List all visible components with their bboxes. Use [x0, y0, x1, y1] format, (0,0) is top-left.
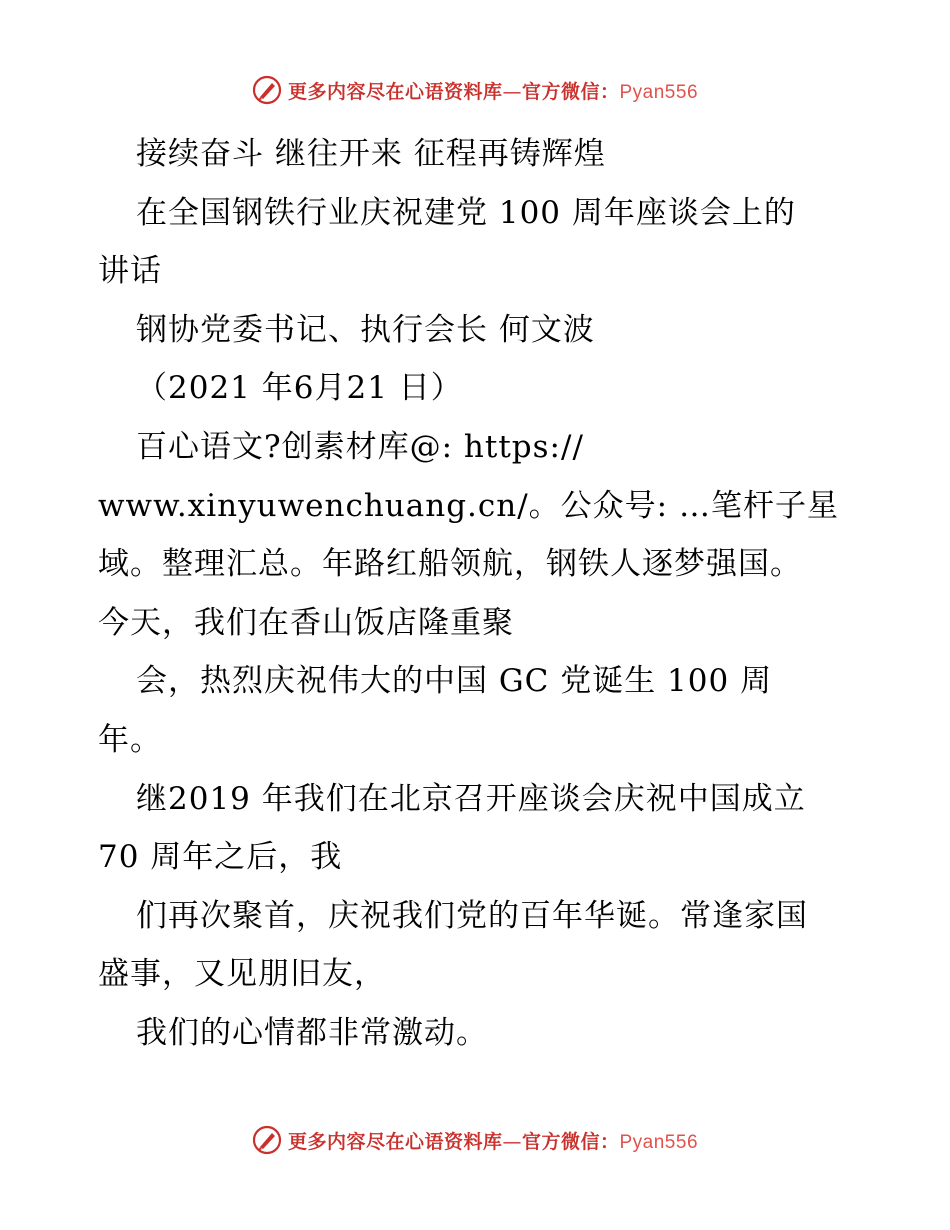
- doc-date: （2021 年6月21 日）: [136, 370, 463, 407]
- quill-logo-icon: [252, 75, 282, 105]
- doc-author: 钢协党委书记、执行会长 何文波: [136, 311, 595, 348]
- header-banner: [0, 70, 950, 110]
- footer-banner-wechat-label: 官方微信：: [521, 1130, 620, 1153]
- footer-banner-dash: —: [502, 1130, 522, 1153]
- doc-subtitle-line2: 讲话: [98, 253, 162, 290]
- header-banner-main: 更多内容尽在心语资料库: [287, 80, 503, 103]
- paragraph-line: www.xinyuwenchuang.cn/。公众号: …笔杆子星: [98, 487, 839, 524]
- doc-title: 接续奋斗 继往开来 征程再铸辉煌: [136, 136, 606, 172]
- paragraph-line: 今天，我们在香山饭店隆重聚: [98, 604, 514, 641]
- paragraph-line: 百心语文?创素材库@: https://: [136, 428, 584, 465]
- footer-banner-wechat-id: Pyan556: [619, 1131, 699, 1153]
- header-banner-dash: —: [502, 80, 522, 103]
- paragraph-line: 年。: [98, 721, 162, 758]
- header-banner-wechat-id: Pyan556: [619, 81, 699, 103]
- paragraph-line: 们再次聚首，庆祝我们党的百年华诞。常逢家国: [136, 897, 808, 934]
- footer-banner-text: [288, 1127, 698, 1154]
- footer-banner: [0, 1120, 950, 1160]
- quill-logo-icon: [252, 1125, 282, 1155]
- paragraph-line: 盛事，又见朋旧友，: [98, 956, 386, 993]
- doc-subtitle-line1: 在全国钢铁行业庆祝建党 100 周年座谈会上的: [136, 194, 796, 231]
- header-banner-text: [288, 77, 698, 104]
- paragraph-line: 我们的心情都非常激动。: [136, 1014, 488, 1051]
- footer-banner-main: 更多内容尽在心语资料库: [287, 1130, 503, 1153]
- paragraph-line: 会，热烈庆祝伟大的中国 GC 党诞生 100 周: [136, 663, 773, 700]
- paragraph-line: 域。整理汇总。年路红船领航，钢铁人逐梦强国。: [98, 546, 802, 583]
- paragraph-line: 继2019 年我们在北京召开座谈会庆祝中国成立: [136, 780, 806, 817]
- paragraph-line: 70 周年之后，我: [98, 839, 343, 876]
- document-body: [98, 125, 858, 1063]
- header-banner-wechat-label: 官方微信：: [521, 80, 620, 103]
